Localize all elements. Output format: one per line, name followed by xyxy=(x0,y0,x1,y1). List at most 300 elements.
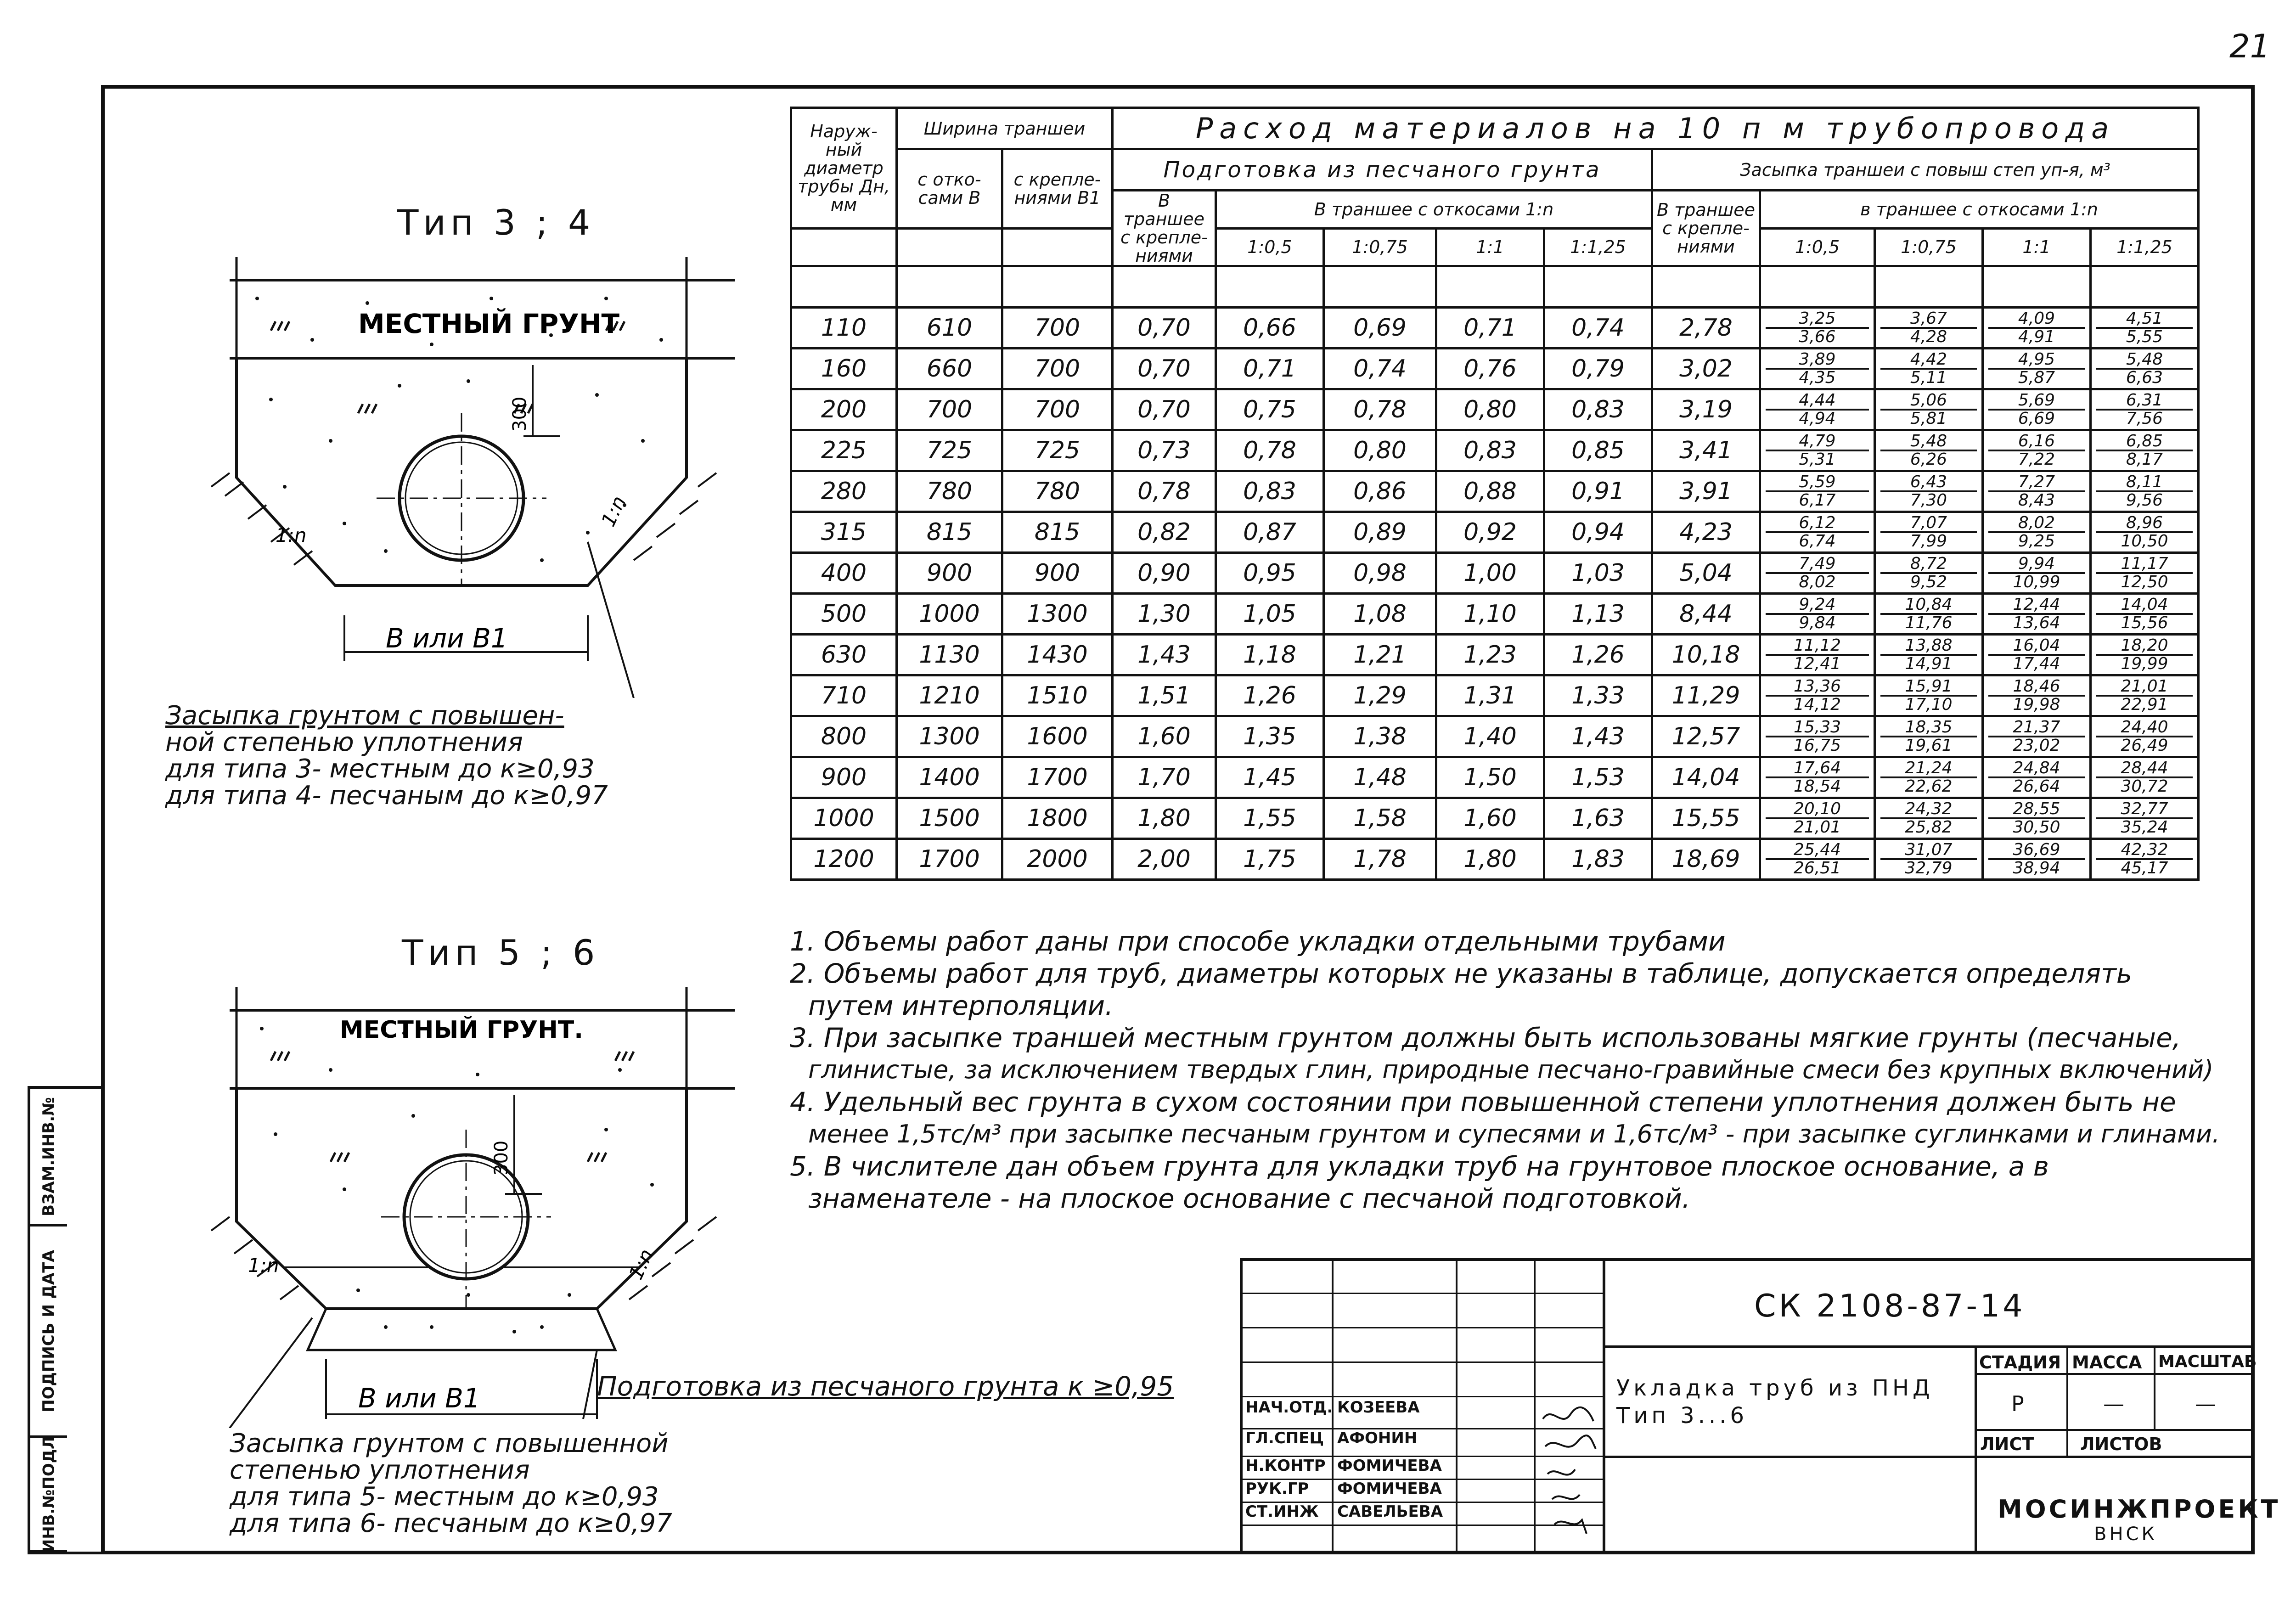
table-row xyxy=(791,430,2199,471)
cell-prep-slope: 0,98 xyxy=(1324,553,1436,594)
slope-header: 1:1,25 xyxy=(1544,228,1652,266)
note-line: 5. В числителе дан объем грунта для укладки труб на грунтовое плоское основание, а в xyxy=(790,1151,2049,1182)
signatures xyxy=(1534,1396,1603,1552)
fraction-denominator: 7,56 xyxy=(2126,409,2163,428)
drawing-1-cross-section xyxy=(193,248,767,698)
header-width-brace-cont xyxy=(1002,228,1113,266)
strip-sign-label: ПОДПИСЬ И ДАТА xyxy=(39,1249,58,1412)
drawing-1-caption-line: ной степенью уплотнения xyxy=(165,727,523,757)
fraction-numerator: 9,94 xyxy=(1988,556,2085,574)
cell-prep-slope: 1,75 xyxy=(1216,839,1324,880)
cell-prep-slope: 0,91 xyxy=(1544,471,1652,512)
header-consumption: Расход материалов на 10 п м трубопровода xyxy=(1113,108,2199,149)
fraction-numerator: 4,42 xyxy=(1880,351,1977,370)
table-row xyxy=(791,308,2199,349)
cell-backfill-fraction xyxy=(1983,839,2091,880)
fraction-numerator: 6,16 xyxy=(1988,433,2085,451)
cell-prep-slope: 1,53 xyxy=(1544,757,1652,798)
cell-width-slope: 1500 xyxy=(897,798,1002,839)
cell-prep-slope: 1,48 xyxy=(1324,757,1436,798)
fraction-numerator: 12,44 xyxy=(1988,596,2085,615)
cell-width-brace: 700 xyxy=(1002,389,1113,430)
cell-prep-slope: 1,18 xyxy=(1216,635,1324,675)
note-line: менее 1,5тс/м³ при засыпке песчаным грунтом и супесями и 1,6тс/м³ - при засыпке суглинками и глинами. xyxy=(808,1120,2220,1148)
cell-backfill-brace: 15,55 xyxy=(1652,798,1760,839)
drawing-1-dim-300: 300 xyxy=(509,396,530,432)
table-spacer-row xyxy=(791,266,2199,308)
fraction-denominator: 4,94 xyxy=(1799,409,1836,428)
fraction-numerator: 4,09 xyxy=(1988,310,2085,329)
cell-width-slope: 700 xyxy=(897,389,1002,430)
drawing-1-width-label: В или В1 xyxy=(386,623,508,654)
fraction-numerator: 5,48 xyxy=(2096,351,2193,370)
cell-width-brace: 1430 xyxy=(1002,635,1113,675)
fraction-denominator: 6,17 xyxy=(1799,491,1836,510)
fraction-numerator: 24,84 xyxy=(1988,760,2085,778)
cell-backfill-fraction xyxy=(1760,471,1875,512)
cell-prep-slope: 1,08 xyxy=(1324,594,1436,635)
cell-diameter: 110 xyxy=(791,308,897,349)
cell-prep-slope: 1,35 xyxy=(1216,716,1324,757)
cell-prep-slope: 0,89 xyxy=(1324,512,1436,553)
fraction-numerator: 25,44 xyxy=(1766,842,1869,860)
role-name: АФОНИН xyxy=(1337,1429,1418,1447)
slope-header: 1:1 xyxy=(1983,228,2091,266)
fraction-denominator: 10,50 xyxy=(2121,532,2168,551)
role-label: РУК.ГР xyxy=(1245,1480,1309,1498)
cell-backfill-fraction xyxy=(1760,839,1875,880)
drawing-1-slope-right: 1:n xyxy=(597,492,630,530)
cell-prep-slope: 1,00 xyxy=(1436,553,1544,594)
fraction-denominator: 26,49 xyxy=(2121,736,2168,755)
cell-backfill-fraction xyxy=(1983,308,2091,349)
cell-backfill-fraction xyxy=(2091,349,2199,389)
cell-diameter: 1200 xyxy=(791,839,897,880)
drawing-1-caption-line: для типа 4- песчаным до к≥0,97 xyxy=(165,781,608,810)
fraction-numerator: 8,11 xyxy=(2096,474,2193,492)
header-diameter-cont xyxy=(791,228,897,266)
cell-prep-slope: 1,78 xyxy=(1324,839,1436,880)
sheet-label: ЛИСТ xyxy=(1980,1434,2034,1454)
cell-width-brace: 1300 xyxy=(1002,594,1113,635)
fraction-denominator: 35,24 xyxy=(2121,818,2168,837)
cell-prep-slope: 0,75 xyxy=(1216,389,1324,430)
cell-backfill-brace: 14,04 xyxy=(1652,757,1760,798)
table-row xyxy=(791,675,2199,716)
org-name: МОСИНЖПРОЕКТ xyxy=(1998,1495,2281,1524)
fraction-numerator: 28,44 xyxy=(2096,760,2193,778)
header-width-slope-cont xyxy=(897,228,1002,266)
cell-backfill-fraction xyxy=(2091,430,2199,471)
fraction-numerator: 7,49 xyxy=(1766,556,1869,574)
fraction-denominator: 32,79 xyxy=(1905,859,1953,878)
cell-prep-slope: 1,03 xyxy=(1544,553,1652,594)
drawing-2-caption-line: для типа 5- местным до к≥0,93 xyxy=(230,1482,659,1512)
mass-value: — xyxy=(2103,1391,2124,1416)
cell-prep-slope: 0,69 xyxy=(1324,308,1436,349)
fraction-denominator: 10,99 xyxy=(2013,573,2060,591)
fraction-numerator: 31,07 xyxy=(1880,842,1977,860)
cell-backfill-fraction xyxy=(2091,308,2199,349)
cell-prep-slope: 0,74 xyxy=(1324,349,1436,389)
fraction-numerator: 28,55 xyxy=(1988,801,2085,819)
drawing-1-local-soil-label: МЕСТНЫЙ ГРУНТ xyxy=(358,308,620,339)
drawing-2-prep-label: Подготовка из песчаного грунта к ≥0,95 xyxy=(597,1371,1174,1402)
drawing-2-caption-line: степенью уплотнения xyxy=(230,1455,530,1485)
cell-prep-slope: 1,31 xyxy=(1436,675,1544,716)
cell-prep-slope: 1,13 xyxy=(1544,594,1652,635)
header-trench-slopes-2: в траншее с откосами 1:n xyxy=(1760,191,2199,229)
cell-prep-slope: 1,58 xyxy=(1324,798,1436,839)
fraction-denominator: 19,98 xyxy=(2013,695,2060,714)
cell-backfill-fraction xyxy=(1760,757,1875,798)
cell-prep-brace: 0,90 xyxy=(1113,553,1216,594)
drawing-1-caption-line: Засыпка грунтом с повышен- xyxy=(165,701,564,731)
fraction-numerator: 8,96 xyxy=(2096,515,2193,533)
cell-backfill-brace: 11,29 xyxy=(1652,675,1760,716)
cell-diameter: 800 xyxy=(791,716,897,757)
fraction-denominator: 30,50 xyxy=(2013,818,2060,837)
fraction-denominator: 5,55 xyxy=(2126,327,2163,346)
materials-table xyxy=(790,107,2200,881)
fraction-denominator: 23,02 xyxy=(2013,736,2060,755)
fraction-denominator: 22,62 xyxy=(1905,777,1953,796)
cell-backfill-fraction xyxy=(2091,635,2199,675)
cell-width-brace: 900 xyxy=(1002,553,1113,594)
cell-backfill-fraction xyxy=(1760,430,1875,471)
fraction-denominator: 11,76 xyxy=(1905,613,1953,632)
cell-backfill-fraction xyxy=(1983,512,2091,553)
cell-prep-slope: 0,76 xyxy=(1436,349,1544,389)
fraction-denominator: 16,75 xyxy=(1793,736,1841,755)
cell-backfill-fraction xyxy=(2091,594,2199,635)
fraction-numerator: 15,91 xyxy=(1880,678,1977,697)
notes-block xyxy=(790,925,2220,1215)
table-row xyxy=(791,594,2199,635)
fraction-denominator: 7,30 xyxy=(1910,491,1947,510)
cell-width-brace: 780 xyxy=(1002,471,1113,512)
cell-backfill-fraction xyxy=(1760,308,1875,349)
fraction-numerator: 36,69 xyxy=(1988,842,2085,860)
stage-value: Р xyxy=(2011,1391,2024,1416)
sheets-label: ЛИСТОВ xyxy=(2080,1434,2162,1454)
fraction-denominator: 9,52 xyxy=(1910,573,1947,591)
cell-width-brace: 1700 xyxy=(1002,757,1113,798)
slope-header: 1:1,25 xyxy=(2091,228,2199,266)
cell-backfill-fraction xyxy=(1760,553,1875,594)
doc-title-line2: Тип 3...6 xyxy=(1616,1403,1748,1429)
fraction-denominator: 5,11 xyxy=(1910,368,1947,387)
cell-width-slope: 1700 xyxy=(897,839,1002,880)
cell-width-slope: 610 xyxy=(897,308,1002,349)
cell-prep-slope: 0,83 xyxy=(1544,389,1652,430)
fraction-numerator: 20,10 xyxy=(1766,801,1869,819)
table-row xyxy=(791,757,2199,798)
fraction-numerator: 5,48 xyxy=(1880,433,1977,451)
cell-prep-slope: 0,94 xyxy=(1544,512,1652,553)
fraction-denominator: 13,64 xyxy=(2013,613,2060,632)
cell-backfill-fraction xyxy=(1875,594,1983,635)
table-row xyxy=(791,839,2199,880)
fraction-denominator: 8,02 xyxy=(1799,573,1836,591)
fraction-numerator: 3,67 xyxy=(1880,310,1977,329)
cell-backfill-fraction xyxy=(1983,716,2091,757)
fraction-denominator: 12,50 xyxy=(2121,573,2168,591)
cell-backfill-fraction xyxy=(1760,594,1875,635)
drawing-2-dim-300: 300 xyxy=(491,1140,512,1176)
drawing-2-caption-line: Засыпка грунтом с повышенной xyxy=(230,1429,669,1458)
cell-backfill-brace: 10,18 xyxy=(1652,635,1760,675)
cell-prep-slope: 0,87 xyxy=(1216,512,1324,553)
header-width: Ширина траншеи xyxy=(897,108,1113,149)
fraction-numerator: 24,40 xyxy=(2096,719,2193,737)
fraction-numerator: 5,59 xyxy=(1766,474,1869,492)
cell-backfill-fraction xyxy=(2091,389,2199,430)
scale-value: — xyxy=(2195,1391,2216,1416)
materials-table-body xyxy=(791,308,2199,880)
slope-header: 1:0,5 xyxy=(1760,228,1875,266)
cell-prep-slope: 0,86 xyxy=(1324,471,1436,512)
cell-prep-slope: 1,21 xyxy=(1324,635,1436,675)
fraction-denominator: 4,35 xyxy=(1799,368,1836,387)
cell-prep-slope: 1,29 xyxy=(1324,675,1436,716)
cell-prep-brace: 2,00 xyxy=(1113,839,1216,880)
cell-prep-brace: 1,70 xyxy=(1113,757,1216,798)
cell-backfill-fraction xyxy=(1983,635,2091,675)
fraction-numerator: 24,32 xyxy=(1880,801,1977,819)
cell-prep-slope: 1,33 xyxy=(1544,675,1652,716)
fraction-numerator: 21,01 xyxy=(2096,678,2193,697)
cell-prep-slope: 1,83 xyxy=(1544,839,1652,880)
cell-prep-slope: 1,05 xyxy=(1216,594,1324,635)
role-label: НАЧ.ОТД. xyxy=(1245,1398,1333,1417)
cell-width-brace: 700 xyxy=(1002,308,1113,349)
slope-header: 1:1 xyxy=(1436,228,1544,266)
note-line: 1. Объемы работ даны при способе укладки отдельными трубами xyxy=(790,926,1726,957)
fraction-denominator: 26,64 xyxy=(2013,777,2060,796)
drawing-1-title: Тип 3 ; 4 xyxy=(397,202,595,243)
header-backfill: Засыпка траншеи с повыш степ уп-я, м³ xyxy=(1652,149,2199,191)
strip-inv-label: ИНВ.№ПОДЛ xyxy=(39,1436,58,1552)
fraction-denominator: 14,12 xyxy=(1793,695,1841,714)
cell-width-brace: 1800 xyxy=(1002,798,1113,839)
binding-strip xyxy=(28,1086,101,1554)
cell-width-slope: 660 xyxy=(897,349,1002,389)
strip-sign-cell xyxy=(30,1226,67,1438)
cell-backfill-fraction xyxy=(1875,635,1983,675)
scale-label: МАСШТАБ xyxy=(2158,1352,2257,1371)
cell-prep-slope: 1,43 xyxy=(1544,716,1652,757)
table-row xyxy=(791,349,2199,389)
cell-width-brace: 1510 xyxy=(1002,675,1113,716)
fraction-numerator: 18,35 xyxy=(1880,719,1977,737)
role-name: ФОМИЧЕВА xyxy=(1337,1480,1442,1498)
cell-prep-slope: 0,92 xyxy=(1436,512,1544,553)
fraction-denominator: 6,69 xyxy=(2018,409,2055,428)
note-line: 2. Объемы работ для труб, диаметры которых не указаны в таблице, допускается определять xyxy=(790,958,2133,989)
cell-prep-slope: 0,79 xyxy=(1544,349,1652,389)
cell-prep-slope: 0,95 xyxy=(1216,553,1324,594)
fraction-denominator: 6,26 xyxy=(1910,450,1947,469)
cell-width-slope: 1130 xyxy=(897,635,1002,675)
cell-backfill-brace: 4,23 xyxy=(1652,512,1760,553)
fraction-numerator: 32,77 xyxy=(2096,801,2193,819)
fraction-numerator: 4,95 xyxy=(1988,351,2085,370)
fraction-numerator: 7,27 xyxy=(1988,474,2085,492)
cell-backfill-fraction xyxy=(1875,471,1983,512)
cell-prep-slope: 1,55 xyxy=(1216,798,1324,839)
note-line: 3. При засыпке траншей местным грунтом должны быть использованы мягкие грунты (песчаные, xyxy=(790,1022,2181,1053)
fraction-numerator: 11,17 xyxy=(2096,556,2193,574)
table-row xyxy=(791,716,2199,757)
fraction-numerator: 42,32 xyxy=(2096,842,2193,860)
cell-backfill-fraction xyxy=(1875,757,1983,798)
cell-prep-slope: 1,40 xyxy=(1436,716,1544,757)
title-block xyxy=(1240,1258,2281,1554)
cell-backfill-brace: 12,57 xyxy=(1652,716,1760,757)
cell-backfill-fraction xyxy=(1875,349,1983,389)
cell-backfill-fraction xyxy=(2091,675,2199,716)
slope-header: 1:0,5 xyxy=(1216,228,1324,266)
fraction-denominator: 22,91 xyxy=(2121,695,2168,714)
drawing-2-caption xyxy=(230,1430,672,1537)
cell-diameter: 710 xyxy=(791,675,897,716)
fraction-denominator: 8,17 xyxy=(2126,450,2163,469)
fraction-denominator: 9,25 xyxy=(2018,532,2055,551)
cell-diameter: 1000 xyxy=(791,798,897,839)
fraction-numerator: 15,33 xyxy=(1766,719,1869,737)
cell-prep-slope: 0,85 xyxy=(1544,430,1652,471)
cell-prep-slope: 0,80 xyxy=(1324,430,1436,471)
cell-diameter: 280 xyxy=(791,471,897,512)
fraction-denominator: 5,31 xyxy=(1799,450,1836,469)
cell-prep-slope: 0,78 xyxy=(1324,389,1436,430)
cell-backfill-fraction xyxy=(1760,349,1875,389)
cell-width-slope: 1000 xyxy=(897,594,1002,635)
role-label: СТ.ИНЖ xyxy=(1245,1502,1319,1521)
fraction-denominator: 45,17 xyxy=(2121,859,2168,878)
fraction-numerator: 4,44 xyxy=(1766,392,1869,411)
fraction-numerator: 9,24 xyxy=(1766,596,1869,615)
fraction-numerator: 6,43 xyxy=(1880,474,1977,492)
cell-backfill-fraction xyxy=(1760,512,1875,553)
cell-prep-slope: 0,80 xyxy=(1436,389,1544,430)
cell-backfill-brace: 2,78 xyxy=(1652,308,1760,349)
cell-prep-slope: 0,74 xyxy=(1544,308,1652,349)
cell-backfill-fraction xyxy=(2091,798,2199,839)
cell-prep-slope: 0,71 xyxy=(1216,349,1324,389)
drawing-1-slope-left: 1:n xyxy=(276,524,307,546)
fraction-numerator: 5,69 xyxy=(1988,392,2085,411)
cell-backfill-fraction xyxy=(1760,389,1875,430)
fraction-denominator: 15,56 xyxy=(2121,613,2168,632)
role-name: САВЕЛЬЕВА xyxy=(1337,1502,1443,1521)
cell-backfill-fraction xyxy=(1983,553,2091,594)
fraction-denominator: 4,28 xyxy=(1910,327,1947,346)
fraction-denominator: 6,74 xyxy=(1799,532,1836,551)
drawing-2-local-soil-label: МЕСТНЫЙ ГРУНТ. xyxy=(340,1016,584,1044)
table-row xyxy=(791,553,2199,594)
cell-width-slope: 780 xyxy=(897,471,1002,512)
cell-backfill-fraction xyxy=(1983,389,2091,430)
fraction-denominator: 3,66 xyxy=(1799,327,1836,346)
fraction-denominator: 18,54 xyxy=(1793,777,1841,796)
fraction-denominator: 7,99 xyxy=(1910,532,1947,551)
fraction-denominator: 19,99 xyxy=(2121,654,2168,673)
cell-diameter: 225 xyxy=(791,430,897,471)
fraction-denominator: 9,56 xyxy=(2126,491,2163,510)
cell-backfill-fraction xyxy=(1983,675,2091,716)
fraction-denominator: 14,91 xyxy=(1905,654,1953,673)
fraction-denominator: 6,63 xyxy=(2126,368,2163,387)
cell-prep-brace: 0,70 xyxy=(1113,389,1216,430)
slope-header: 1:0,75 xyxy=(1324,228,1436,266)
header-width-slope: с отко-сами В xyxy=(897,149,1002,229)
cell-prep-brace: 0,73 xyxy=(1113,430,1216,471)
cell-prep-slope: 0,78 xyxy=(1216,430,1324,471)
slope-header: 1:0,75 xyxy=(1875,228,1983,266)
fraction-denominator: 21,01 xyxy=(1793,818,1841,837)
doc-code: СК 2108-87-14 xyxy=(1754,1288,2026,1324)
cell-backfill-brace: 3,41 xyxy=(1652,430,1760,471)
fraction-denominator: 7,22 xyxy=(2018,450,2055,469)
cell-backfill-brace: 5,04 xyxy=(1652,553,1760,594)
cell-backfill-fraction xyxy=(1983,757,2091,798)
fraction-denominator: 9,84 xyxy=(1799,613,1836,632)
cell-backfill-fraction xyxy=(1760,675,1875,716)
drawing-1-caption-line: для типа 3- местным до к≥0,93 xyxy=(165,754,595,784)
fraction-numerator: 8,72 xyxy=(1880,556,1977,574)
fraction-denominator: 30,72 xyxy=(2121,777,2168,796)
fraction-denominator: 26,51 xyxy=(1793,859,1841,878)
note-line: знаменателе - на плоское основание с песчаной подготовкой. xyxy=(808,1183,1691,1214)
role-label: Н.КОНТР xyxy=(1245,1457,1326,1475)
note-line: глинистые, за исключением твердых глин, природные песчано-гравийные смеси без крупных включений) xyxy=(808,1055,2214,1084)
header-trench-brace-2: В траншее с крепле-ниями xyxy=(1652,191,1760,266)
fraction-numerator: 6,12 xyxy=(1766,515,1869,533)
header-width-brace: с крепле-ниями В1 xyxy=(1002,149,1113,229)
sheet-number: 21 xyxy=(2229,28,2271,65)
fraction-numerator: 3,25 xyxy=(1766,310,1869,329)
cell-backfill-fraction xyxy=(1875,798,1983,839)
cell-width-slope: 1400 xyxy=(897,757,1002,798)
header-trench-slopes: В траншее с откосами 1:n xyxy=(1216,191,1652,229)
fraction-numerator: 7,07 xyxy=(1880,515,1977,533)
cell-prep-slope: 0,83 xyxy=(1436,430,1544,471)
table-row xyxy=(791,389,2199,430)
cell-width-brace: 700 xyxy=(1002,349,1113,389)
cell-backfill-fraction xyxy=(2091,839,2199,880)
role-name: КОЗЕЕВА xyxy=(1337,1398,1420,1417)
fraction-numerator: 11,12 xyxy=(1766,637,1869,656)
cell-prep-slope: 0,83 xyxy=(1216,471,1324,512)
drawing-2-cross-section xyxy=(193,978,790,1428)
cell-backfill-brace: 3,91 xyxy=(1652,471,1760,512)
cell-backfill-fraction xyxy=(1983,430,2091,471)
cell-prep-brace: 1,51 xyxy=(1113,675,1216,716)
cell-diameter: 630 xyxy=(791,635,897,675)
cell-diameter: 900 xyxy=(791,757,897,798)
fraction-numerator: 14,04 xyxy=(2096,596,2193,615)
fraction-numerator: 13,36 xyxy=(1766,678,1869,697)
header-diameter: Наруж-ный диаметр трубы Дн, мм xyxy=(791,108,897,229)
fraction-denominator: 38,94 xyxy=(2013,859,2060,878)
stage-label: СТАДИЯ xyxy=(1979,1352,2061,1373)
cell-prep-slope: 0,71 xyxy=(1436,308,1544,349)
cell-backfill-fraction xyxy=(1760,635,1875,675)
cell-backfill-fraction xyxy=(1875,389,1983,430)
cell-prep-slope: 1,10 xyxy=(1436,594,1544,635)
